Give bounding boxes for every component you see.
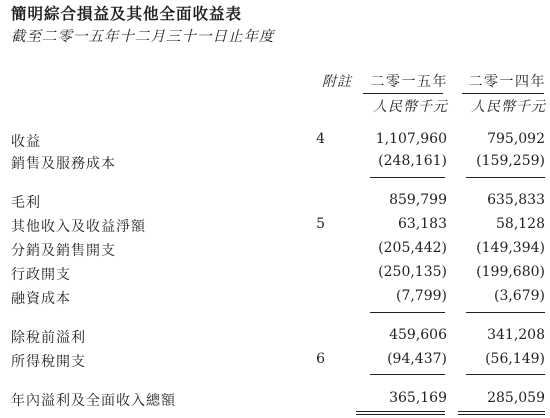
header-rule-2014 bbox=[462, 93, 544, 94]
statement-subtitle: 截至二零一五年十二月三十一日止年度 bbox=[11, 29, 275, 45]
row-value-2014: (159,259) bbox=[476, 153, 545, 169]
row-value-2015: (205,442) bbox=[378, 240, 447, 256]
row-value-2014: 58,128 bbox=[496, 216, 545, 232]
subtotal-rule-2014 bbox=[466, 177, 545, 178]
header-rule-2015 bbox=[363, 93, 443, 94]
currency-2014-header: 人民幣千元 bbox=[471, 99, 546, 115]
row-note: 4 bbox=[316, 131, 325, 147]
year-2014-header: 二零一四年 bbox=[468, 74, 546, 90]
row-label: 所得稅開支 bbox=[11, 354, 86, 370]
row-label: 融資成本 bbox=[11, 291, 71, 307]
row-label: 其他收入及收益淨額 bbox=[11, 219, 146, 235]
subtotal-rule-2015 bbox=[370, 312, 445, 313]
row-value-2014: 795,092 bbox=[487, 131, 545, 147]
row-value-2014: (3,679) bbox=[493, 288, 545, 304]
row-value-2014: 285,059 bbox=[487, 390, 545, 406]
row-value-2015: 365,169 bbox=[389, 390, 447, 406]
table-row bbox=[0, 390, 550, 412]
row-value-2014: (149,394) bbox=[476, 240, 545, 256]
row-value-2014: 635,833 bbox=[487, 192, 545, 208]
row-note: 5 bbox=[316, 216, 325, 232]
year-2015-header: 二零一五年 bbox=[370, 74, 448, 90]
note-column-header: 附註 bbox=[322, 74, 352, 90]
table-row bbox=[0, 240, 550, 262]
row-label: 行政開支 bbox=[11, 267, 71, 283]
total-double-rule-2015 bbox=[356, 411, 445, 415]
row-value-2015: (248,161) bbox=[378, 153, 447, 169]
table-row bbox=[0, 288, 550, 310]
currency-2015-header: 人民幣千元 bbox=[373, 99, 448, 115]
row-value-2014: (56,149) bbox=[485, 351, 545, 367]
table-row bbox=[0, 327, 550, 349]
subtotal-rule-2014 bbox=[466, 312, 545, 313]
row-label: 毛利 bbox=[11, 195, 41, 211]
row-value-2015: (7,799) bbox=[395, 288, 447, 304]
table-row bbox=[0, 264, 550, 286]
table-row bbox=[0, 131, 550, 153]
statement-title: 簡明綜合損益及其他全面收益表 bbox=[11, 5, 243, 23]
total-double-rule-2014 bbox=[458, 411, 545, 415]
row-value-2014: 341,208 bbox=[487, 327, 545, 343]
row-value-2015: 63,183 bbox=[398, 216, 447, 232]
row-label: 分銷及銷售開支 bbox=[11, 243, 116, 259]
row-value-2015: 859,799 bbox=[389, 192, 447, 208]
row-value-2015: (94,437) bbox=[387, 351, 447, 367]
subtotal-rule-2015 bbox=[370, 177, 445, 178]
row-note: 6 bbox=[316, 351, 325, 367]
table-row bbox=[0, 216, 550, 238]
table-row bbox=[0, 351, 550, 373]
row-value-2015: 459,606 bbox=[389, 327, 447, 343]
table-row bbox=[0, 153, 550, 175]
subtotal-rule-2015 bbox=[370, 374, 445, 375]
row-label: 年內溢利及全面收入總額 bbox=[11, 393, 176, 409]
subtotal-rule-2014 bbox=[466, 374, 545, 375]
row-value-2015: (250,135) bbox=[378, 264, 447, 280]
row-label: 銷售及服務成本 bbox=[11, 156, 116, 172]
row-label: 除稅前溢利 bbox=[11, 330, 86, 346]
row-value-2015: 1,107,960 bbox=[375, 131, 447, 147]
row-value-2014: (199,680) bbox=[476, 264, 545, 280]
row-label: 收益 bbox=[11, 134, 41, 150]
table-row bbox=[0, 192, 550, 214]
